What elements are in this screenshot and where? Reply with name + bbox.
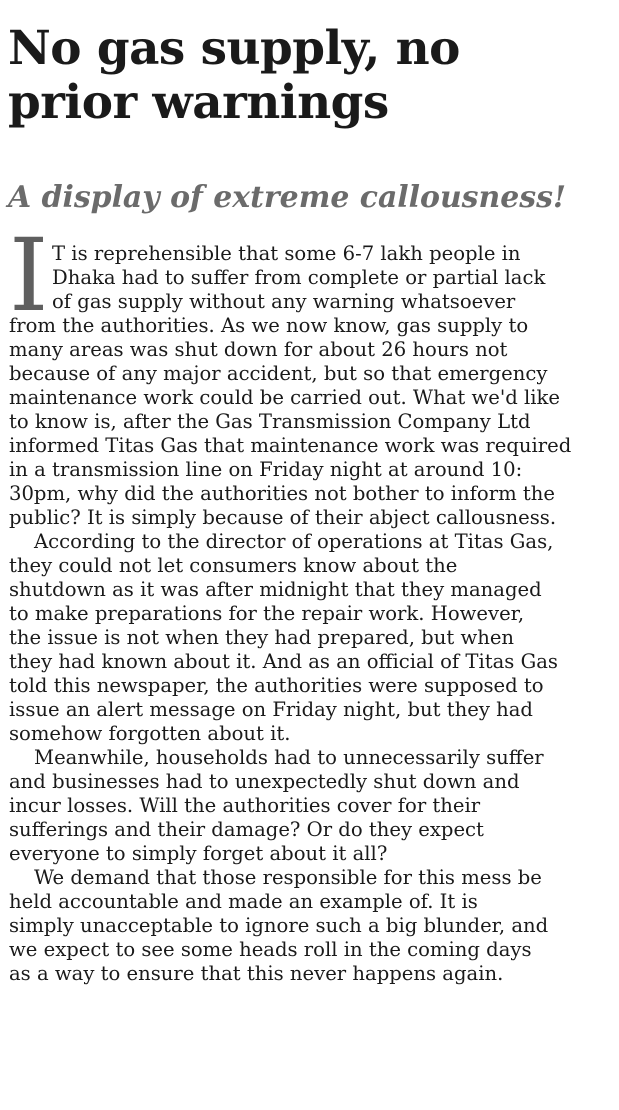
body-line: and businesses had to unexpectedly shut down and	[9, 770, 520, 793]
body-line: they had known about it. And as an official of Titas Gas	[9, 650, 558, 673]
body-line: incur losses. Will the authorities cover for their	[9, 794, 481, 817]
body-line: we expect to see some heads roll in the coming days	[9, 938, 532, 961]
body-line: According to the director of operations at Titas Gas,	[34, 530, 554, 553]
body-line: shutdown as it was after midnight that they managed	[9, 578, 542, 601]
body-line: informed Titas Gas that maintenance work was required	[9, 434, 572, 457]
body-line: T is reprehensible that some 6-7 lakh people in	[52, 242, 521, 265]
body-line: to know is, after the Gas Transmission Company Ltd	[9, 410, 531, 433]
body-line: sufferings and their damage? Or do they expect	[9, 818, 484, 841]
body-line: in a transmission line on Friday night at around 10:	[9, 458, 523, 481]
body-line: everyone to simply forget about it all?	[9, 842, 388, 865]
body-line: simply unacceptable to ignore such a big blunder, and	[9, 914, 549, 937]
subheadline: A display of extreme callousness!	[8, 180, 567, 215]
body-line: as a way to ensure that this never happens again.	[9, 962, 504, 985]
drop-cap: I	[9, 217, 49, 334]
body-line: of gas supply without any warning whatsoever	[52, 290, 516, 313]
body-line: somehow forgotten about it.	[9, 722, 291, 745]
body-line: Dhaka had to suffer from complete or partial lack	[52, 266, 546, 289]
body-line: public? It is simply because of their abject callousness.	[9, 506, 557, 529]
body-line: Meanwhile, households had to unnecessarily suffer	[34, 746, 544, 769]
body-line: the issue is not when they had prepared, but when	[9, 626, 515, 649]
body-line: they could not let consumers know about the	[9, 554, 458, 577]
headline-line-2: prior warnings	[8, 75, 389, 130]
body-line: held accountable and made an example of. It is	[9, 890, 478, 913]
body-line: many areas was shut down for about 26 hours not	[9, 338, 508, 361]
body-line: 30pm, why did the authorities not bother to inform the	[9, 482, 555, 505]
body-line: because of any major accident, but so that emergency	[9, 362, 548, 385]
body-line: We demand that those responsible for this mess be	[34, 866, 542, 889]
headline	[8, 22, 608, 130]
body-line: from the authorities. As we now know, gas supply to	[9, 314, 529, 337]
body-line: to make preparations for the repair work. However,	[9, 602, 525, 625]
body-line: told this newspaper, the authorities were supposed to	[9, 674, 544, 697]
headline-line-1: No gas supply, no	[8, 21, 460, 76]
body-line: issue an alert message on Friday night, but they had	[9, 698, 533, 721]
body-line: maintenance work could be carried out. What we'd like	[9, 386, 560, 409]
